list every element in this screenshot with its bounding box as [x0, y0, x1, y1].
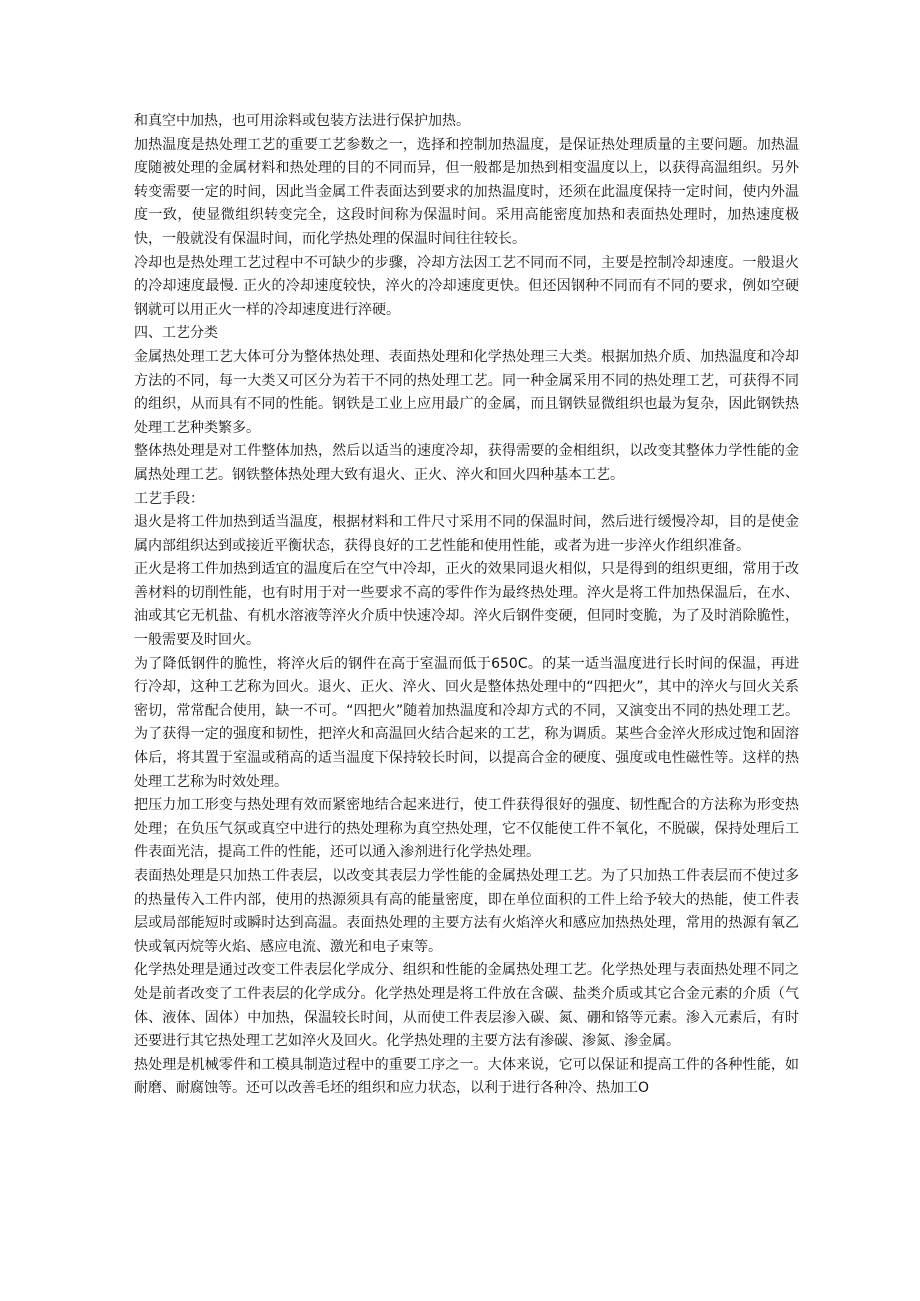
paragraph-protective-heating: 和真空中加热，也可用涂料或包装方法进行保护加热。	[134, 113, 470, 129]
paragraph-cooling: 冷却也是热处理工艺过程中不可缺少的步骤，冷却方法因工艺不同而不同，主要是控制冷却速度。一般退火的冷却速度最慢. 正火的冷却速度较快，淬火的冷却速度更快。但还因钢种不同而有不同的要求，例如空硬钢就可以用正火一样的冷却速度进行淬硬。	[134, 254, 799, 318]
paragraph-tempering: 为了降低钢件的脆性，将淬火后的钢件在高于室温而低于650C。的某一适当温度进行长时间的保温，再进行冷却，这种工艺称为回火。退火、正火、淬火、回火是整体热处理中的“四把火”，其中的淬火与回火关系密切，常常配合使用，缺一不可。“四把火”随着加热温度和冷却方式的不同，又演变出不同的热处理工艺。为了获得一定的强度和韧性，把淬火和高温回火结合起来的工艺，称为调质。某些合金淬火形成过饱和固溶体后，将其置于室温或稍高的适当温度下保持较长时间，以提高合金的硬度、强度或电性磁性等。这样的热处理工艺称为时效处理。	[134, 655, 799, 790]
document-body	[134, 110, 799, 1101]
paragraph-normalizing-quenching: 正火是将工件加热到适宜的温度后在空气中冷却，正火的效果同退火相似，只是得到的组织更细，常用于改善材料的切削性能，也有时用于对一些要求不高的零件作为最终热处理。淬火是将工件加热保温后，在水、油或其它无机盐、有机水溶液等淬火介质中快速冷却。淬火后钢件变硬，但同时变脆，为了及时消除脆性，一般需要及时回火。	[134, 561, 799, 649]
subheading-process-means: 工艺手段：	[134, 490, 204, 507]
paragraph-thermomechanical-vacuum: 把压力加工形变与热处理有效而紧密地结合起来进行，使工件获得很好的强度、韧性配合的方法称为形变热处理；在负压气氛或真空中进行的热处理称为真空热处理，它不仅能使工件不氧化，不脱碳，保持处理后工件表面光洁，提高工件的性能，还可以通入渗剂进行化学热处理。	[134, 797, 799, 861]
paragraph-process-categories: 金属热处理工艺大体可分为整体热处理、表面热处理和化学热处理三大类。根据加热介质、加热温度和冷却方法的不同，每一大类又可区分为若干不同的热处理工艺。同一种金属采用不同的热处理工艺，可获得不同的组织，从而具有不同的性能。钢铁是工业上应用最广的金属，而且钢铁显微组织也最为复杂，因此钢铁热处理工艺种类繁多。	[134, 348, 799, 436]
paragraph-importance: 热处理是机械零件和工模具制造过程中的重要工序之一。大体来说，它可以保证和提高工件的各种性能，如耐磨、耐腐蚀等。还可以改善毛坯的组织和应力状态，以利于进行各种冷、热加工O	[134, 1056, 799, 1097]
paragraph-annealing: 退火是将工件加热到适当温度，根据材料和工件尺寸采用不同的保温时间，然后进行缓慢冷却，目的是使金属内部组织达到或接近平衡状态，获得良好的工艺性能和使用性能，或者为进一步淬火作组织准备。	[134, 514, 799, 554]
paragraph-overall-heat-treatment: 整体热处理是对工件整体加热，然后以适当的速度冷却，获得需要的金相组织，以改变其整体力学性能的金属热处理工艺。钢铁整体热处理大致有退火、正火、淬火和回火四种基本工艺。	[134, 443, 799, 483]
paragraph-surface-heat-treatment: 表面热处理是只加热工件表层，以改变其表层力学性能的金属热处理工艺。为了只加热工件表层而不使过多的热量传入工件内部，使用的热源须具有高的能量密度，即在单位面积的工件上给予较大的热能，使工件表层或局部能短时或瞬时达到高温。表面热处理的主要方法有火焰淬火和感应加热热处理，常用的热源有氧乙快或氧丙烷等火焰、感应电流、激光和电子束等。	[134, 868, 799, 955]
section-heading-process-classification: 四、工艺分类	[134, 325, 218, 342]
paragraph-heating-temperature: 加热温度是热处理工艺的重要工艺参数之一，选择和控制加热温度，是保证热处理质量的主要问题。加热温度随被处理的金属材料和热处理的目的不同而异，但一般都是加热到相变温度以上，以获得高温组织。另外转变需要一定的时间，因此当金属工件表面达到要求的加热温度时，还须在此温度保持一定时间，使内外温度一致，使显微组织转变完全，这段时间称为保温时间。采用高能密度加热和表面热处理时，加热速度极快，一般就没有保温时间，而化学热处理的保温时间往往较长。	[134, 136, 799, 247]
paragraph-chemical-heat-treatment: 化学热处理是通过改变工件表层化学成分、组织和性能的金属热处理工艺。化学热处理与表面热处理不同之处是前者改变了工件表层的化学成分。化学热处理是将工件放在含碳、盐类介质或其它合金元素的介质（气体、液体、固体）中加热，保温较长时间，从而使工件表层渗入碳、氮、硼和铬等元素。渗入元素后，有时还要进行其它热处理工艺如淬火及回火。化学热处理的主要方法有渗碳、渗氮、渗金属。	[134, 962, 799, 1050]
